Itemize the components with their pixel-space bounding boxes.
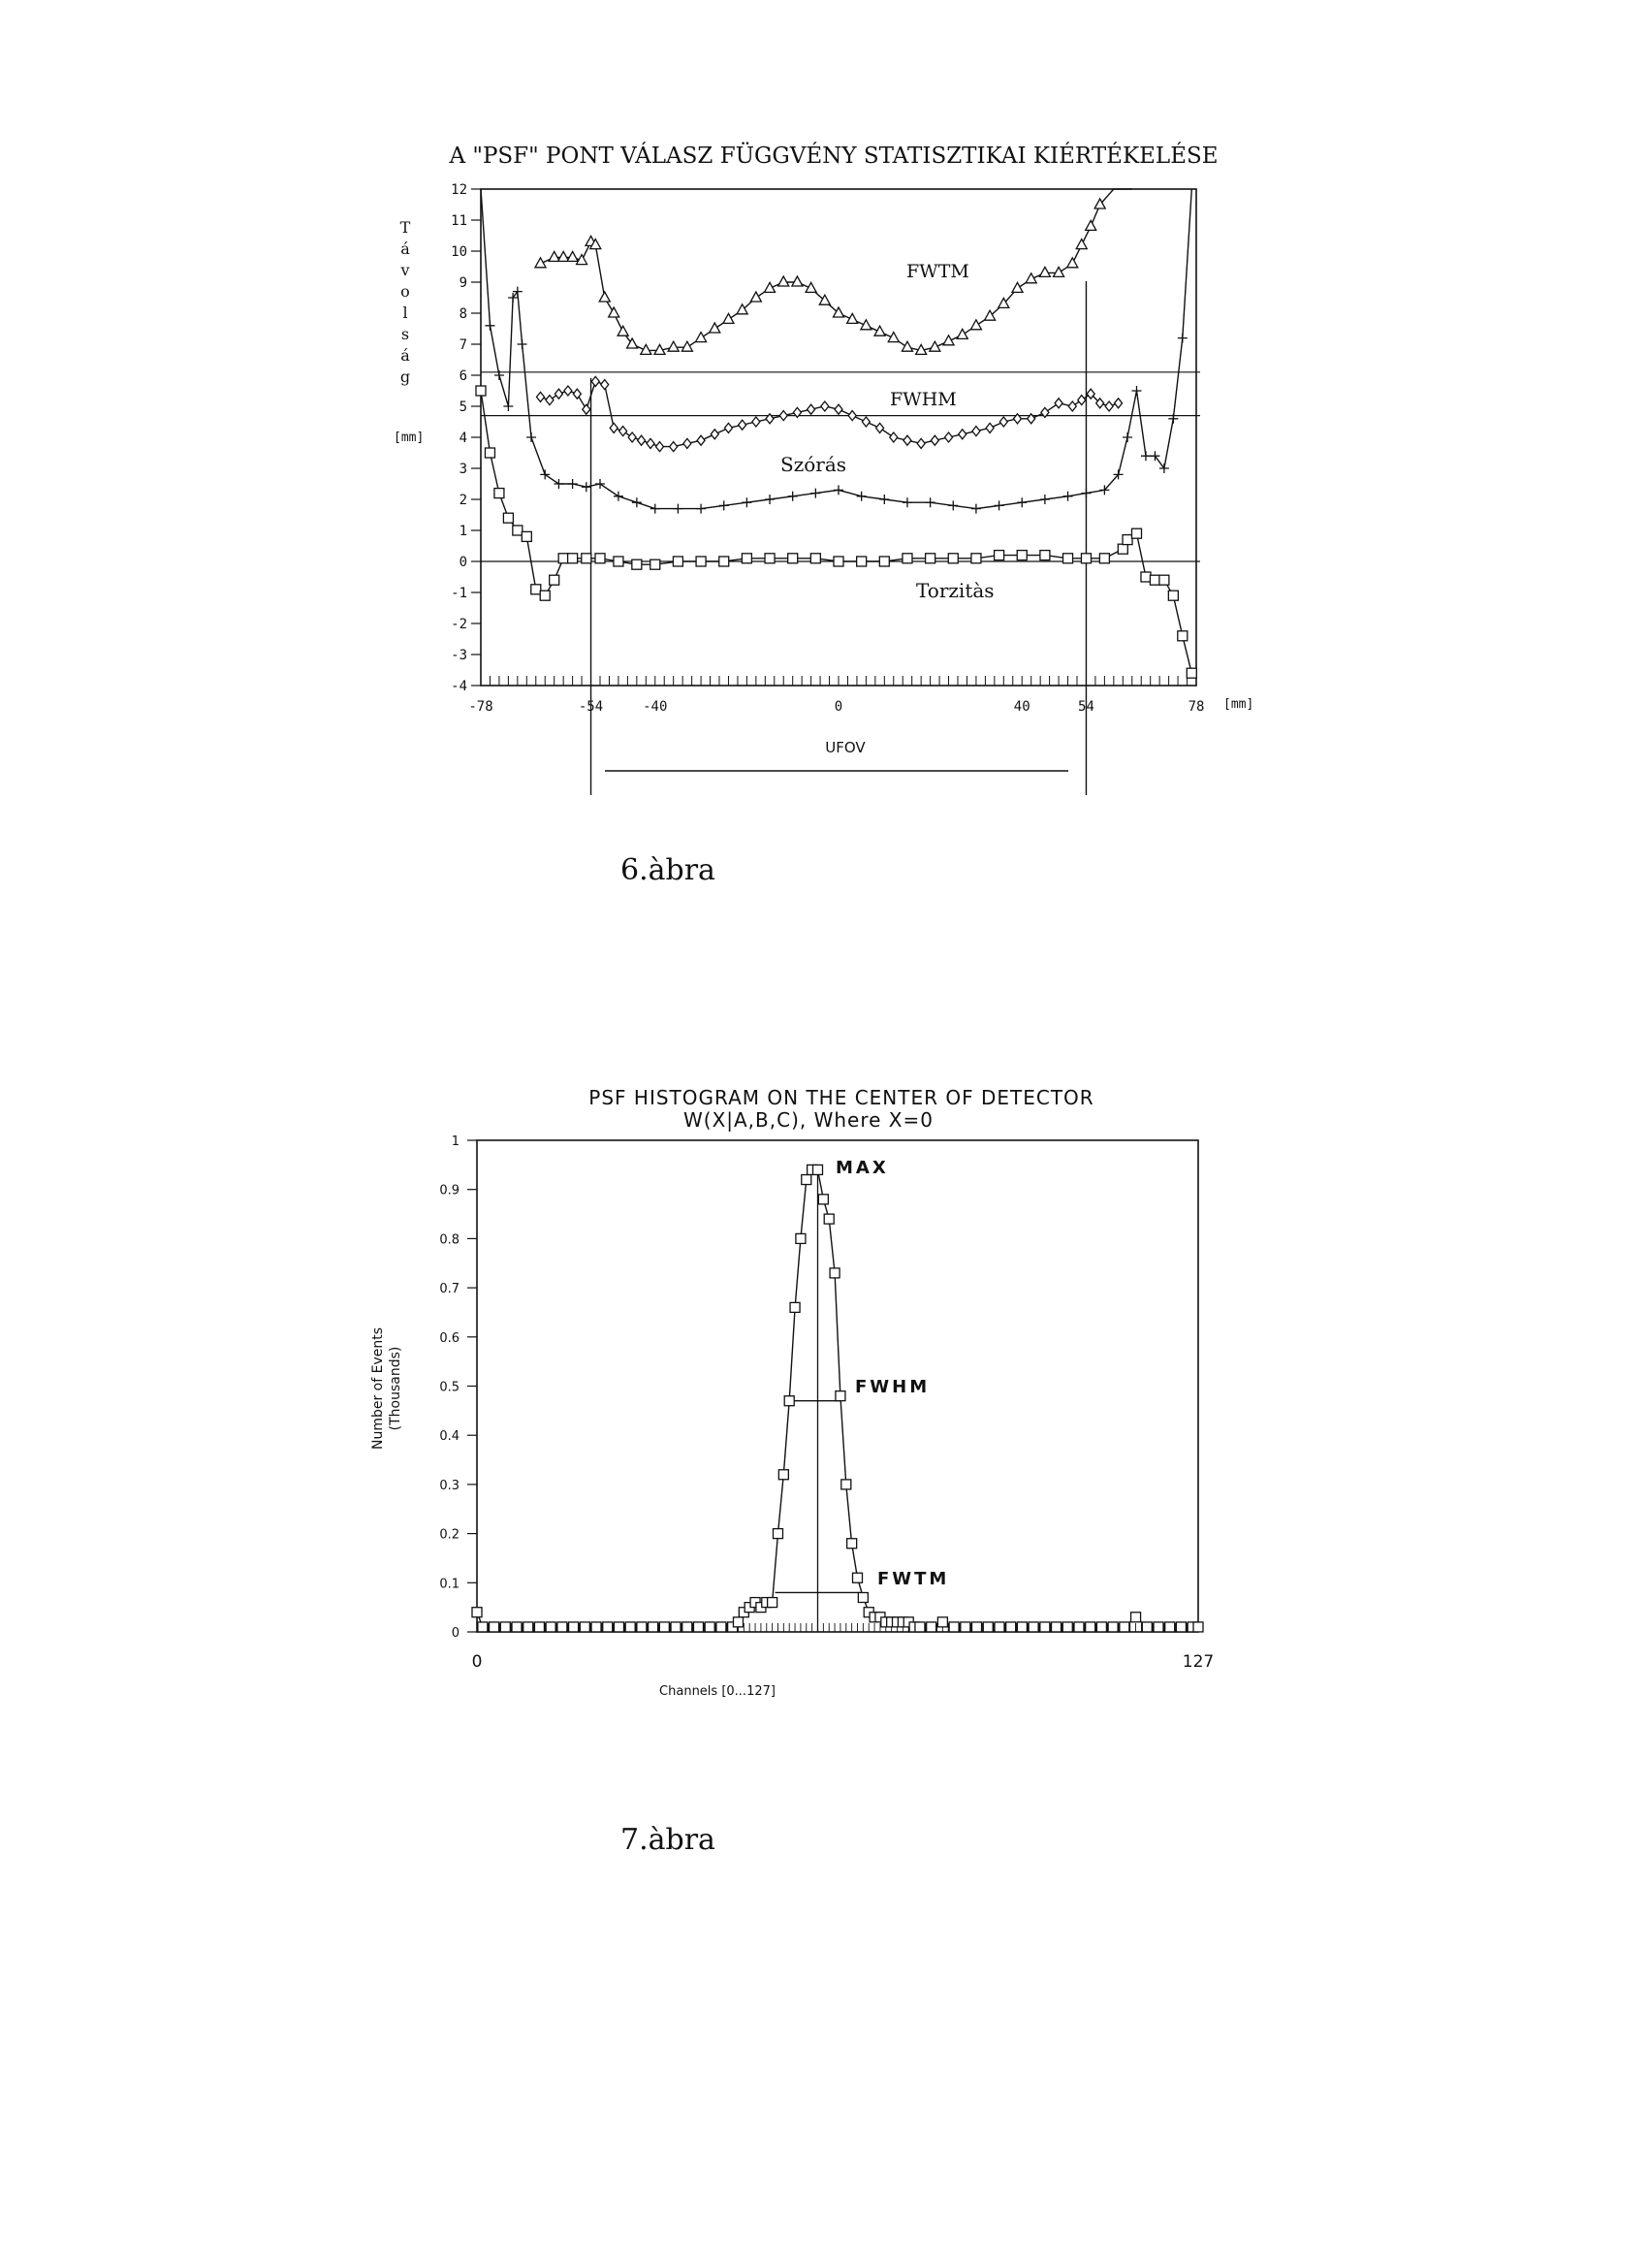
y-tick-label: 0 <box>451 1626 460 1641</box>
data-point <box>821 401 829 411</box>
data-point <box>972 1622 982 1632</box>
data-point <box>1096 1622 1106 1632</box>
data-point <box>903 435 911 445</box>
data-point <box>595 554 605 563</box>
data-point <box>765 554 775 563</box>
data-point <box>534 1622 544 1632</box>
data-point <box>673 557 682 566</box>
y-tick-label: 5 <box>459 399 467 415</box>
data-point <box>824 1214 834 1224</box>
ufov-bracket <box>591 281 1087 795</box>
data-point <box>1187 668 1196 678</box>
data-point <box>637 1622 647 1632</box>
data-point <box>526 432 536 442</box>
data-point <box>808 404 815 414</box>
data-point <box>1123 432 1132 442</box>
series-label-fwtm: FWTM <box>906 261 969 282</box>
data-point <box>670 442 678 452</box>
data-point <box>879 557 889 566</box>
data-point <box>537 392 545 401</box>
data-point <box>546 396 554 405</box>
y-tick-label: -2 <box>451 617 467 632</box>
y-axis-label-letter: o <box>400 282 410 301</box>
data-point <box>485 448 494 458</box>
data-point <box>903 554 912 563</box>
data-point <box>557 1622 567 1632</box>
y-axis-label-letter: T <box>399 218 411 237</box>
data-point <box>959 430 967 439</box>
data-point <box>1105 401 1113 411</box>
y-axis-label-letter: g <box>399 367 411 386</box>
data-point <box>784 1396 794 1406</box>
data-point <box>568 479 578 489</box>
data-point <box>1168 591 1178 600</box>
x-tick-label: 0 <box>834 699 843 715</box>
data-point <box>773 1529 782 1539</box>
data-point <box>540 469 550 479</box>
data-point <box>580 1622 589 1632</box>
data-point <box>788 492 798 501</box>
data-point <box>1029 1622 1038 1632</box>
data-point <box>485 321 494 331</box>
data-point <box>750 292 761 302</box>
data-point <box>1055 399 1062 408</box>
data-point <box>716 1622 726 1632</box>
data-point <box>568 554 578 563</box>
data-point <box>1141 572 1151 582</box>
data-point <box>1115 399 1123 408</box>
data-point <box>1062 1622 1072 1632</box>
data-point <box>890 432 898 442</box>
plot-frame <box>481 189 1196 686</box>
y-tick-label: 0.6 <box>439 1330 460 1346</box>
data-point <box>513 287 523 297</box>
data-point <box>1099 554 1109 563</box>
data-series <box>476 189 1196 678</box>
data-point <box>1017 551 1027 560</box>
data-point <box>796 1233 806 1243</box>
data-point <box>719 500 729 510</box>
data-point <box>1165 1622 1175 1632</box>
data-point <box>742 554 751 563</box>
data-point <box>1141 451 1151 461</box>
x-axis-ticks <box>468 676 1204 715</box>
data-point <box>650 559 660 569</box>
data-point <box>1081 489 1091 498</box>
data-point <box>610 423 618 432</box>
data-point <box>857 557 867 566</box>
data-point <box>778 1470 788 1480</box>
x-tick-label: 127 <box>1182 1652 1215 1672</box>
y-axis-ticks <box>439 1134 477 1641</box>
data-point <box>834 307 844 317</box>
data-point <box>673 504 682 514</box>
data-point <box>1006 1622 1016 1632</box>
data-point <box>555 389 562 399</box>
data-point <box>508 293 518 303</box>
data-point <box>810 489 820 498</box>
data-point <box>522 531 531 541</box>
y-axis-label-letter: á <box>400 240 410 258</box>
data-point <box>619 427 627 436</box>
data-point <box>1063 554 1073 563</box>
y-tick-label: 4 <box>459 431 467 446</box>
data-point <box>649 1622 658 1632</box>
data-point <box>567 251 578 261</box>
data-point <box>494 489 504 498</box>
y-tick-label: 9 <box>459 275 467 291</box>
data-point <box>834 557 843 566</box>
data-point <box>558 251 569 261</box>
data-point <box>986 423 994 432</box>
data-point <box>550 575 559 585</box>
data-point <box>1118 544 1127 554</box>
data-point <box>862 417 870 427</box>
series-square <box>476 386 1196 678</box>
y-tick-label: 1 <box>459 524 467 539</box>
data-point <box>830 1268 840 1278</box>
data-point <box>876 423 884 432</box>
data-point <box>788 554 798 563</box>
data-point <box>1074 1622 1084 1632</box>
data-point <box>1159 575 1169 585</box>
data-point <box>681 341 692 351</box>
series-label-szoras: Szórás <box>780 453 847 476</box>
data-point <box>603 1622 613 1632</box>
data-point <box>999 417 1007 427</box>
data-point <box>632 559 642 569</box>
series-triangle <box>535 189 1132 354</box>
data-point <box>778 276 789 286</box>
series-histogram <box>472 1165 1203 1632</box>
data-point <box>779 411 787 421</box>
y-unit-label: [mm] <box>394 431 425 445</box>
data-point <box>558 554 568 563</box>
data-point <box>792 276 803 286</box>
data-point <box>948 554 958 563</box>
data-point <box>614 492 623 501</box>
data-point <box>1086 220 1096 230</box>
data-point <box>1178 334 1188 343</box>
y-axis-label-letter: s <box>400 325 410 343</box>
data-point <box>1176 1622 1186 1632</box>
data-point <box>478 1622 488 1632</box>
y-axis-label-letter: l <box>402 303 408 322</box>
data-point <box>835 404 842 414</box>
data-point <box>512 1622 522 1632</box>
y-tick-label: 0.7 <box>439 1282 460 1297</box>
data-point <box>719 557 729 566</box>
data-point <box>628 432 636 442</box>
data-point <box>1086 1622 1095 1632</box>
annotation-fwtm: FWTM <box>877 1569 950 1589</box>
data-point <box>857 492 867 501</box>
data-point <box>902 341 912 351</box>
data-point <box>523 1622 533 1632</box>
y-tick-label: 0 <box>459 555 467 570</box>
data-point <box>915 1622 925 1632</box>
data-point <box>1108 1622 1118 1632</box>
y-tick-label: 2 <box>459 493 467 508</box>
data-point <box>472 1608 482 1617</box>
data-point <box>546 1622 555 1632</box>
series-diamond <box>537 376 1123 451</box>
series-line <box>481 391 1191 673</box>
data-point <box>819 295 830 304</box>
x-tick-label: 0 <box>471 1652 483 1672</box>
series-label-torzitas: Torzitàs <box>916 579 995 602</box>
data-point <box>591 376 599 386</box>
data-point <box>957 329 967 338</box>
y-tick-label: -1 <box>451 586 467 601</box>
data-point <box>1054 267 1064 276</box>
data-point <box>961 1622 970 1632</box>
data-point <box>693 1622 703 1632</box>
data-point <box>970 320 981 330</box>
data-point <box>853 1573 863 1582</box>
data-point <box>1078 396 1086 405</box>
data-point <box>739 420 746 430</box>
data-point <box>650 504 660 514</box>
data-point <box>812 1165 822 1174</box>
data-point <box>682 1622 692 1632</box>
data-point <box>1067 258 1078 268</box>
data-point <box>931 435 938 445</box>
y-tick-label: 8 <box>459 306 467 322</box>
data-point <box>582 554 591 563</box>
x-axis-label: Channels [0...127] <box>659 1684 776 1699</box>
data-point <box>983 1622 993 1632</box>
data-point <box>1063 492 1073 501</box>
y-tick-label: 0.8 <box>439 1232 460 1248</box>
data-point <box>1150 451 1159 461</box>
data-point <box>1150 575 1159 585</box>
chart-title: PSF HISTOGRAM ON THE CENTER OF DETECTOR <box>588 1086 1094 1109</box>
data-point <box>1076 240 1087 249</box>
y-tick-label: 7 <box>459 337 467 353</box>
data-series <box>472 1165 1203 1632</box>
data-point <box>927 1622 936 1632</box>
data-point <box>995 1622 1004 1632</box>
annotation-max: MAX <box>836 1158 889 1178</box>
data-point <box>476 386 486 396</box>
data-point <box>945 432 953 442</box>
data-point <box>752 417 760 427</box>
data-point <box>638 435 646 445</box>
data-point <box>625 1622 635 1632</box>
y-tick-label: 0.4 <box>439 1429 460 1445</box>
figure-6-caption: 6.àbra <box>620 853 715 887</box>
y-tick-label: 0.2 <box>439 1527 460 1543</box>
data-point <box>614 557 623 566</box>
x-tick-label: -40 <box>643 699 668 715</box>
data-point <box>697 435 705 445</box>
y-tick-label: 0.5 <box>439 1380 460 1395</box>
data-point <box>834 485 843 495</box>
y-tick-label: -3 <box>451 648 467 663</box>
y-tick-label: 0.1 <box>439 1577 460 1592</box>
data-point <box>531 585 541 594</box>
data-point <box>569 1622 579 1632</box>
x-unit-label: [mm] <box>1223 697 1254 712</box>
data-point <box>549 251 559 261</box>
data-point <box>995 551 1004 560</box>
data-point <box>591 1622 601 1632</box>
data-point <box>671 1622 681 1632</box>
y-tick-label: 0.9 <box>439 1183 460 1198</box>
data-point <box>1040 1622 1050 1632</box>
y-tick-label: 10 <box>451 244 467 260</box>
data-point <box>518 339 527 349</box>
data-point <box>926 554 935 563</box>
data-point <box>595 479 605 489</box>
y-tick-label: 3 <box>459 462 467 477</box>
series-label-fwhm: FWHM <box>890 389 957 410</box>
data-point <box>903 497 912 507</box>
data-point <box>1040 495 1050 504</box>
data-point <box>926 497 935 507</box>
data-point <box>847 1539 857 1549</box>
data-point <box>995 500 1004 510</box>
data-point <box>841 1480 851 1489</box>
data-point <box>949 1622 959 1632</box>
data-point <box>848 411 856 421</box>
data-point <box>647 438 654 448</box>
data-point <box>1017 1622 1027 1632</box>
data-point <box>810 554 820 563</box>
data-point <box>711 430 718 439</box>
x-tick-label: 54 <box>1078 699 1094 715</box>
y-axis-label-unit: (Thousands) <box>388 1346 403 1431</box>
data-point <box>540 591 550 600</box>
data-point <box>1132 386 1142 396</box>
data-point <box>656 442 664 452</box>
data-point <box>632 497 642 507</box>
data-point <box>723 313 734 323</box>
x-tick-label: 78 <box>1188 699 1205 715</box>
data-point <box>659 1622 669 1632</box>
data-point <box>765 495 775 504</box>
data-point <box>696 557 706 566</box>
data-point <box>948 500 958 510</box>
annotation-fwhm: FWHM <box>855 1377 931 1397</box>
data-point <box>618 326 628 335</box>
data-point <box>858 1593 868 1603</box>
data-point <box>985 310 996 320</box>
data-point <box>614 1622 623 1632</box>
data-point <box>554 479 563 489</box>
data-point <box>1123 535 1132 545</box>
data-point <box>971 504 981 514</box>
data-point <box>1068 401 1076 411</box>
chart-subtitle: W(X|A,B,C), Where X=0 <box>682 1108 935 1132</box>
data-point <box>582 482 591 492</box>
figure-7-chart <box>370 1086 1214 1699</box>
y-axis-label: Number of Events <box>370 1326 386 1451</box>
data-point <box>1154 1622 1163 1632</box>
plot-frame <box>477 1140 1198 1632</box>
data-point <box>503 513 513 523</box>
data-point <box>768 1598 777 1608</box>
data-point <box>601 380 609 390</box>
figure-6-chart <box>394 143 1253 795</box>
y-axis-label <box>399 218 410 386</box>
data-point <box>1159 463 1169 473</box>
data-point <box>668 341 679 351</box>
data-point <box>1142 1622 1152 1632</box>
data-point <box>879 495 889 504</box>
data-point <box>705 1622 714 1632</box>
data-point <box>609 307 619 317</box>
data-point <box>742 497 751 507</box>
data-point <box>836 1391 845 1401</box>
data-point <box>724 423 732 432</box>
data-point <box>490 1622 499 1632</box>
data-point <box>733 1617 743 1627</box>
data-point <box>1178 631 1188 641</box>
figure-7-caption: 7.àbra <box>620 1823 715 1857</box>
y-tick-label: 12 <box>451 182 467 198</box>
data-point <box>1052 1622 1062 1632</box>
data-point <box>599 292 610 302</box>
y-tick-label: 11 <box>451 213 467 229</box>
y-axis-ticks <box>451 182 481 694</box>
x-tick-label: -54 <box>578 699 604 715</box>
data-point <box>790 1302 800 1312</box>
data-point <box>1193 1622 1203 1632</box>
data-point <box>1120 1622 1129 1632</box>
data-point <box>1017 497 1027 507</box>
chart-title: A "PSF" PONT VÁLASZ FÜGGVÉNY STATISZTIKAI KIÉRTÉKELÉSE <box>449 144 1219 169</box>
data-point <box>737 304 747 314</box>
data-point <box>1039 267 1050 276</box>
y-axis-label-letter: v <box>400 261 410 279</box>
data-point <box>972 427 980 436</box>
y-tick-label: 6 <box>459 368 467 384</box>
data-point <box>500 1622 510 1632</box>
data-point <box>683 438 691 448</box>
data-point <box>564 386 572 396</box>
data-point <box>917 438 925 448</box>
data-point <box>710 323 720 333</box>
data-point <box>1012 282 1023 292</box>
data-point <box>503 401 513 411</box>
data-point <box>971 554 981 563</box>
ufov-label: UFOV <box>825 739 866 756</box>
data-point <box>696 333 707 342</box>
x-tick-label: -78 <box>468 699 493 715</box>
data-point <box>937 1617 947 1627</box>
data-point <box>818 1195 828 1204</box>
data-point <box>1132 528 1142 538</box>
data-point <box>802 1175 811 1185</box>
data-point <box>1131 1613 1141 1622</box>
data-point <box>513 526 523 535</box>
data-point <box>1081 554 1091 563</box>
y-tick-label: 1 <box>451 1134 460 1149</box>
data-point <box>1040 551 1050 560</box>
y-axis-label-letter: á <box>400 346 410 365</box>
data-point <box>696 504 706 514</box>
y-tick-label: 0.3 <box>439 1478 460 1493</box>
x-tick-label: 40 <box>1013 699 1030 715</box>
y-tick-label: -4 <box>451 679 467 694</box>
